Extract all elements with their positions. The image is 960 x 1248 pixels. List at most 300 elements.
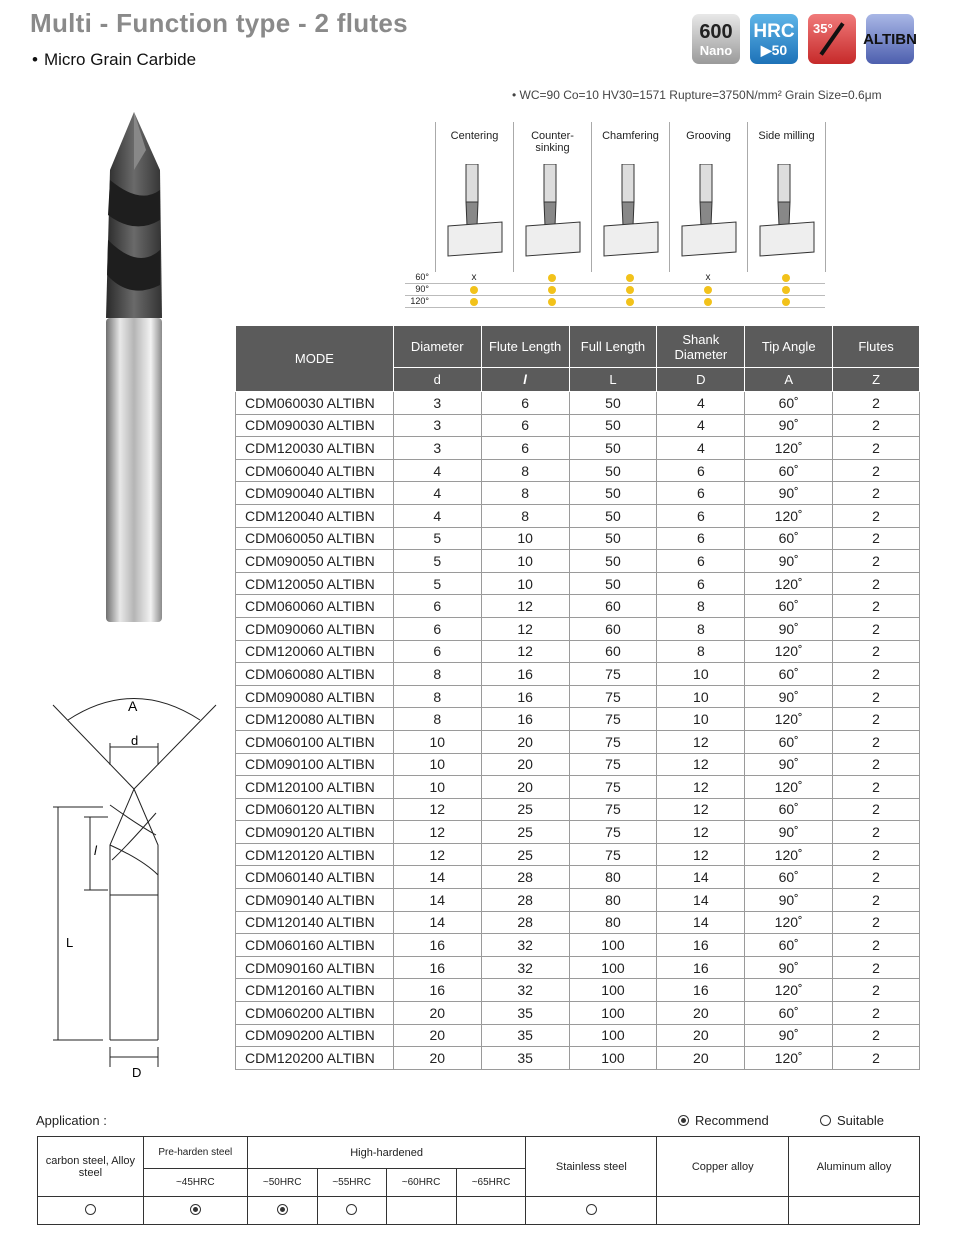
cell-shank-diameter: 12 (657, 730, 745, 753)
cell-flute-length: 28 (481, 866, 569, 889)
cell-tip-angle: 90˚ (745, 617, 833, 640)
app-preharden-steel: Pre-harden steel (143, 1137, 247, 1169)
operation-label: Counter-sinking (531, 130, 574, 154)
cell-flute-length: 25 (481, 798, 569, 821)
cell-shank-diameter: 14 (657, 866, 745, 889)
drill-dimension-drawing (48, 695, 228, 1085)
operation-angle-row (405, 284, 825, 296)
feature-badges (692, 14, 917, 64)
cell-full-length: 50 (569, 504, 657, 527)
cell-diameter: 4 (393, 459, 481, 482)
table-row (236, 459, 920, 482)
cell-full-length: 75 (569, 821, 657, 844)
cell-diameter: 10 (393, 753, 481, 776)
recommend-circle-icon (678, 1115, 689, 1126)
cell-full-length: 100 (569, 956, 657, 979)
cell-model-code: CDM060100 ALTIBN (236, 730, 394, 753)
cell-flute-length: 12 (481, 595, 569, 618)
cell-diameter: 3 (393, 437, 481, 460)
cell-model-code: CDM090050 ALTIBN (236, 550, 394, 573)
cell-tip-angle: 90˚ (745, 685, 833, 708)
table-row (236, 1024, 920, 1047)
application-rating-cell (386, 1197, 456, 1225)
cell-flute-length: 10 (481, 572, 569, 595)
legend-recommend-label: Recommend (695, 1113, 769, 1128)
cell-flute-length: 28 (481, 889, 569, 912)
cell-full-length: 100 (569, 1002, 657, 1025)
cell-diameter: 6 (393, 640, 481, 663)
cell-tip-angle: 90˚ (745, 414, 833, 437)
cell-flutes: 2 (833, 821, 920, 844)
cell-tip-angle: 90˚ (745, 821, 833, 844)
cell-diameter: 8 (393, 685, 481, 708)
cell-shank-diameter: 20 (657, 1047, 745, 1070)
cell-full-length: 80 (569, 866, 657, 889)
cell-tip-angle: 60˚ (745, 730, 833, 753)
cell-diameter: 14 (393, 889, 481, 912)
cell-full-length: 50 (569, 459, 657, 482)
drawing-label-d: d (131, 733, 139, 748)
table-row (236, 843, 920, 866)
table-row (236, 776, 920, 799)
cell-flutes: 2 (833, 437, 920, 460)
cell-diameter: 20 (393, 1002, 481, 1025)
applicable-dot-icon (704, 286, 712, 294)
cell-tip-angle: 60˚ (745, 527, 833, 550)
cell-tip-angle: 120˚ (745, 708, 833, 731)
cell-diameter: 4 (393, 482, 481, 505)
cell-diameter: 5 (393, 527, 481, 550)
cell-flute-length: 6 (481, 414, 569, 437)
product-spec-table (235, 325, 920, 1070)
drawing-label-A: A (128, 698, 138, 714)
cell-diameter: 12 (393, 821, 481, 844)
cell-flute-length: 12 (481, 640, 569, 663)
cell-model-code: CDM120200 ALTIBN (236, 1047, 394, 1070)
cell-tip-angle: 120˚ (745, 911, 833, 934)
cell-flute-length: 25 (481, 821, 569, 844)
cell-flute-length: 6 (481, 437, 569, 460)
product-spec-table-body (236, 392, 920, 1070)
cell-flute-length: 25 (481, 843, 569, 866)
suitable-circle-icon (346, 1204, 357, 1215)
coating-badge (863, 14, 917, 64)
applicable-dot-icon (470, 298, 478, 306)
cell-full-length: 60 (569, 640, 657, 663)
applicable-dot-icon (470, 286, 478, 294)
cell-tip-angle: 120˚ (745, 504, 833, 527)
app-carbon-steel: carbon steel, Alloy steel (38, 1137, 144, 1197)
cell-tip-angle: 90˚ (745, 550, 833, 573)
cell-shank-diameter: 8 (657, 595, 745, 618)
table-row (236, 979, 920, 1002)
cell-tip-angle: 120˚ (745, 437, 833, 460)
legend-recommend (678, 1113, 769, 1128)
cell-full-length: 50 (569, 392, 657, 415)
cell-flutes: 2 (833, 956, 920, 979)
cell-diameter: 12 (393, 843, 481, 866)
cell-diameter: 3 (393, 414, 481, 437)
table-row (236, 821, 920, 844)
table-row (236, 527, 920, 550)
operation-illustration-icon (444, 164, 506, 259)
cell-flutes: 2 (833, 866, 920, 889)
cell-diameter: 5 (393, 550, 481, 573)
cell-shank-diameter: 12 (657, 798, 745, 821)
cell-model-code: CDM090030 ALTIBN (236, 414, 394, 437)
cell-flutes: 2 (833, 685, 920, 708)
column-symbol-l: l (481, 368, 569, 392)
cell-model-code: CDM120040 ALTIBN (236, 504, 394, 527)
cell-model-code: CDM060060 ALTIBN (236, 595, 394, 618)
cell-flute-length: 35 (481, 1002, 569, 1025)
column-header-flutes: Flutes (833, 326, 920, 368)
cell-model-code: CDM120100 ALTIBN (236, 776, 394, 799)
app-copper-alloy: Copper alloy (657, 1137, 789, 1197)
cell-flutes: 2 (833, 911, 920, 934)
cell-flutes: 2 (833, 934, 920, 957)
suitable-circle-icon (586, 1204, 597, 1215)
cell-flute-length: 35 (481, 1047, 569, 1070)
cell-tip-angle: 90˚ (745, 753, 833, 776)
table-row (236, 437, 920, 460)
cell-model-code: CDM120160 ALTIBN (236, 979, 394, 1002)
cell-flute-length: 6 (481, 392, 569, 415)
cell-flutes: 2 (833, 979, 920, 1002)
cell-model-code: CDM090080 ALTIBN (236, 685, 394, 708)
table-row (236, 1002, 920, 1025)
cell-full-length: 50 (569, 550, 657, 573)
cell-flutes: 2 (833, 1024, 920, 1047)
cell-flute-length: 8 (481, 504, 569, 527)
cell-flute-length: 32 (481, 934, 569, 957)
operation-column (591, 122, 669, 272)
table-row (236, 595, 920, 618)
app-hrc-60: ~60HRC (386, 1169, 456, 1197)
recommend-circle-icon (190, 1204, 201, 1215)
cell-tip-angle: 90˚ (745, 889, 833, 912)
cell-shank-diameter: 8 (657, 617, 745, 640)
subtitle-bullet: • (32, 50, 38, 69)
not-applicable-icon: x (705, 272, 711, 283)
table-row (236, 640, 920, 663)
cell-full-length: 75 (569, 685, 657, 708)
cell-tip-angle: 60˚ (745, 392, 833, 415)
cell-flutes: 2 (833, 776, 920, 799)
hrc-badge-value: ▶50 (760, 41, 788, 58)
cell-flute-length: 28 (481, 911, 569, 934)
cell-full-length: 50 (569, 527, 657, 550)
applicable-dot-icon (782, 286, 790, 294)
app-hrc-65: ~65HRC (456, 1169, 526, 1197)
cell-diameter: 20 (393, 1047, 481, 1070)
cell-shank-diameter: 4 (657, 392, 745, 415)
cell-model-code: CDM120140 ALTIBN (236, 911, 394, 934)
applicable-dot-icon (704, 298, 712, 306)
cell-model-code: CDM120050 ALTIBN (236, 572, 394, 595)
cell-model-code: CDM120030 ALTIBN (236, 437, 394, 460)
cell-flutes: 2 (833, 843, 920, 866)
cell-shank-diameter: 10 (657, 708, 745, 731)
cell-model-code: CDM120080 ALTIBN (236, 708, 394, 731)
table-row (236, 1047, 920, 1070)
cell-model-code: CDM060030 ALTIBN (236, 392, 394, 415)
cell-shank-diameter: 20 (657, 1002, 745, 1025)
cell-model-code: CDM060200 ALTIBN (236, 1002, 394, 1025)
column-header-mode: MODE (236, 326, 394, 392)
cell-model-code: CDM060040 ALTIBN (236, 459, 394, 482)
cell-diameter: 6 (393, 595, 481, 618)
operation-illustration-icon (600, 164, 662, 259)
cell-full-length: 75 (569, 843, 657, 866)
cell-diameter: 14 (393, 911, 481, 934)
column-header-flute-length: Flute Length (481, 326, 569, 368)
application-rating-cell (456, 1197, 526, 1225)
applicable-dot-icon (782, 274, 790, 282)
operation-column (747, 122, 825, 272)
cell-shank-diameter: 6 (657, 550, 745, 573)
cell-flute-length: 20 (481, 730, 569, 753)
cell-full-length: 80 (569, 911, 657, 934)
drill-photo-image (100, 110, 170, 630)
operation-illustration-icon (756, 164, 818, 259)
cell-full-length: 75 (569, 663, 657, 686)
cell-flute-length: 8 (481, 482, 569, 505)
cell-flutes: 2 (833, 504, 920, 527)
table-row (236, 663, 920, 686)
cell-full-length: 50 (569, 572, 657, 595)
cell-model-code: CDM090140 ALTIBN (236, 889, 394, 912)
table-row (236, 730, 920, 753)
cell-flute-length: 16 (481, 663, 569, 686)
cell-diameter: 16 (393, 956, 481, 979)
cell-shank-diameter: 8 (657, 640, 745, 663)
cell-flute-length: 8 (481, 459, 569, 482)
cell-diameter: 10 (393, 776, 481, 799)
cell-full-length: 60 (569, 595, 657, 618)
cell-full-length: 100 (569, 1047, 657, 1070)
app-high-hardened: High-hardened (247, 1137, 526, 1169)
cell-tip-angle: 120˚ (745, 1047, 833, 1070)
app-stainless-steel: Stainless steel (526, 1137, 657, 1197)
cell-full-length: 60 (569, 617, 657, 640)
cell-flutes: 2 (833, 753, 920, 776)
cell-flutes: 2 (833, 640, 920, 663)
column-symbol-Z: Z (833, 368, 920, 392)
cell-tip-angle: 60˚ (745, 934, 833, 957)
cell-shank-diameter: 4 (657, 414, 745, 437)
cell-tip-angle: 120˚ (745, 572, 833, 595)
cell-shank-diameter: 6 (657, 459, 745, 482)
operation-illustration-icon (522, 164, 584, 259)
cell-shank-diameter: 12 (657, 776, 745, 799)
column-symbol-L: L (569, 368, 657, 392)
cell-flutes: 2 (833, 550, 920, 573)
cell-full-length: 100 (569, 1024, 657, 1047)
application-rating-cell (38, 1197, 144, 1225)
operation-column (513, 122, 591, 272)
cell-shank-diameter: 20 (657, 1024, 745, 1047)
cell-model-code: CDM090060 ALTIBN (236, 617, 394, 640)
cell-flutes: 2 (833, 1047, 920, 1070)
cell-diameter: 20 (393, 1024, 481, 1047)
cell-shank-diameter: 6 (657, 527, 745, 550)
cell-diameter: 14 (393, 866, 481, 889)
not-applicable-icon: x (471, 272, 477, 283)
cell-shank-diameter: 16 (657, 934, 745, 957)
operation-angle-label: 120° (410, 296, 429, 306)
application-rating-cell (247, 1197, 317, 1225)
column-header-full-length: Full Length (569, 326, 657, 368)
column-symbol-d: d (393, 368, 481, 392)
cell-flutes: 2 (833, 414, 920, 437)
operation-label: Chamfering (602, 130, 659, 142)
app-hrc-55: ~55HRC (317, 1169, 386, 1197)
table-row (236, 708, 920, 731)
cell-model-code: CDM060080 ALTIBN (236, 663, 394, 686)
application-rating-cell (317, 1197, 386, 1225)
cell-shank-diameter: 14 (657, 911, 745, 934)
nano-badge-value: 600 (699, 20, 733, 43)
cell-model-code: CDM060120 ALTIBN (236, 798, 394, 821)
cell-full-length: 75 (569, 753, 657, 776)
cell-flutes: 2 (833, 798, 920, 821)
cell-model-code: CDM120060 ALTIBN (236, 640, 394, 663)
coating-badge-label: ALTIBN (863, 30, 917, 48)
cell-flutes: 2 (833, 617, 920, 640)
cell-shank-diameter: 16 (657, 979, 745, 1002)
cell-flute-length: 12 (481, 617, 569, 640)
cell-diameter: 4 (393, 504, 481, 527)
table-row (236, 685, 920, 708)
cell-model-code: CDM090100 ALTIBN (236, 753, 394, 776)
app-aluminum-alloy: Aluminum alloy (789, 1137, 920, 1197)
cell-full-length: 100 (569, 979, 657, 1002)
cell-flute-length: 10 (481, 527, 569, 550)
app-hrc-50: ~50HRC (247, 1169, 317, 1197)
cell-model-code: CDM120120 ALTIBN (236, 843, 394, 866)
cell-diameter: 8 (393, 708, 481, 731)
applicable-dot-icon (782, 298, 790, 306)
table-row (236, 798, 920, 821)
column-symbol-D: D (657, 368, 745, 392)
material-spec: • WC=90 Co=10 HV30=1571 Rupture=3750N/mm² Grain Size=0.6μm (512, 88, 882, 102)
cell-model-code: CDM090120 ALTIBN (236, 821, 394, 844)
helix-angle-badge (808, 14, 856, 64)
table-row (236, 572, 920, 595)
cell-full-length: 80 (569, 889, 657, 912)
column-header-shank-diameter: Shank Diameter (657, 326, 745, 368)
cell-model-code: CDM090200 ALTIBN (236, 1024, 394, 1047)
cell-diameter: 16 (393, 934, 481, 957)
application-title: Application : (36, 1113, 107, 1128)
cell-full-length: 50 (569, 482, 657, 505)
cell-tip-angle: 120˚ (745, 640, 833, 663)
cell-flute-length: 16 (481, 708, 569, 731)
cell-tip-angle: 90˚ (745, 1024, 833, 1047)
cell-flutes: 2 (833, 730, 920, 753)
cell-full-length: 50 (569, 437, 657, 460)
cell-flute-length: 35 (481, 1024, 569, 1047)
cell-full-length: 75 (569, 798, 657, 821)
legend-suitable (820, 1113, 884, 1128)
application-rating-cell (789, 1197, 920, 1225)
app-hrc-45: ~45HRC (143, 1169, 247, 1197)
applicable-dot-icon (626, 298, 634, 306)
application-rating-cell (526, 1197, 657, 1225)
cell-tip-angle: 60˚ (745, 866, 833, 889)
cell-full-length: 75 (569, 730, 657, 753)
cell-model-code: CDM090040 ALTIBN (236, 482, 394, 505)
cell-full-length: 100 (569, 934, 657, 957)
cell-flutes: 2 (833, 527, 920, 550)
operation-angle-row (405, 296, 825, 308)
table-row (236, 550, 920, 573)
cell-flutes: 2 (833, 459, 920, 482)
cell-tip-angle: 120˚ (745, 776, 833, 799)
cell-diameter: 10 (393, 730, 481, 753)
application-rating-cell (143, 1197, 247, 1225)
recommend-circle-icon (277, 1204, 288, 1215)
cell-model-code: CDM060160 ALTIBN (236, 934, 394, 957)
cell-model-code: CDM060140 ALTIBN (236, 866, 394, 889)
cell-flutes: 2 (833, 482, 920, 505)
cell-tip-angle: 120˚ (745, 979, 833, 1002)
nano-badge-label: Nano (699, 42, 733, 58)
applicable-dot-icon (548, 298, 556, 306)
cell-tip-angle: 60˚ (745, 1002, 833, 1025)
cell-full-length: 75 (569, 776, 657, 799)
operation-label: Grooving (686, 130, 731, 142)
cell-shank-diameter: 12 (657, 821, 745, 844)
cell-model-code: CDM090160 ALTIBN (236, 956, 394, 979)
cell-flutes: 2 (833, 663, 920, 686)
cell-shank-diameter: 4 (657, 437, 745, 460)
cell-flute-length: 32 (481, 956, 569, 979)
table-row (236, 956, 920, 979)
operation-angle-label: 90° (415, 284, 429, 294)
cell-flute-length: 20 (481, 776, 569, 799)
cell-shank-diameter: 6 (657, 482, 745, 505)
cell-diameter: 3 (393, 392, 481, 415)
operation-label: Side milling (758, 130, 815, 142)
drawing-label-D: D (132, 1065, 142, 1080)
cell-model-code: CDM060050 ALTIBN (236, 527, 394, 550)
cell-tip-angle: 60˚ (745, 663, 833, 686)
cell-flutes: 2 (833, 392, 920, 415)
operation-column (435, 122, 513, 272)
suitable-circle-icon (820, 1115, 831, 1126)
cell-flute-length: 32 (481, 979, 569, 1002)
cell-full-length: 75 (569, 708, 657, 731)
hrc-badge (750, 14, 798, 64)
cell-flutes: 2 (833, 889, 920, 912)
cell-flutes: 2 (833, 595, 920, 618)
cell-shank-diameter: 6 (657, 504, 745, 527)
cell-flutes: 2 (833, 572, 920, 595)
cell-shank-diameter: 14 (657, 889, 745, 912)
cell-tip-angle: 90˚ (745, 956, 833, 979)
hrc-badge-label: HRC (753, 20, 795, 42)
suitable-circle-icon (85, 1204, 96, 1215)
column-header-diameter: Diameter (393, 326, 481, 368)
table-row (236, 617, 920, 640)
helix-angle-value: 35° (813, 21, 833, 36)
operation-illustration-icon (678, 164, 740, 259)
table-row (236, 911, 920, 934)
table-row (236, 414, 920, 437)
cell-tip-angle: 60˚ (745, 595, 833, 618)
